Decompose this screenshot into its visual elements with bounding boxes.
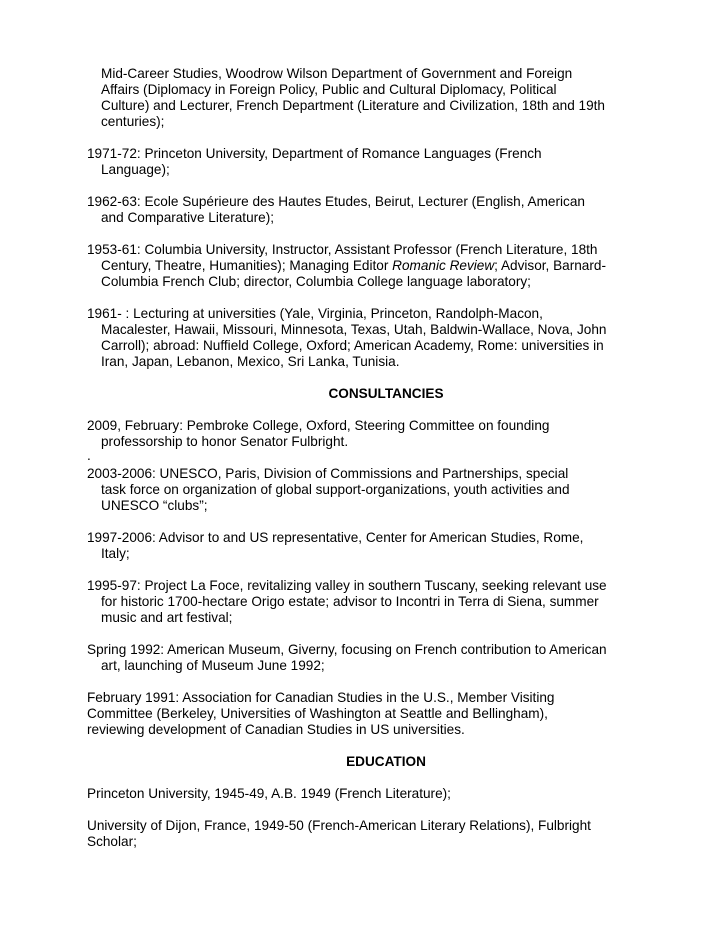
columbia-line-3: Columbia French Club; director, Columbia College language laboratory;	[101, 274, 531, 289]
education-heading: EDUCATION	[346, 754, 426, 769]
giverny-line-2: art, launching of Museum June 1992;	[101, 658, 325, 673]
canadian-studies-line-2: Committee (Berkeley, Universities of Washington at Seattle and Bellingham),	[87, 706, 548, 721]
princeton-romance-line-2: Language);	[101, 162, 170, 177]
canadian-studies-line-1: February 1991: Association for Canadian Studies in the U.S., Member Visiting	[87, 690, 555, 705]
rome-center-line-1: 1997-2006: Advisor to and US representative, Center for American Studies, Rome,	[87, 530, 584, 545]
unesco-line-3: UNESCO “clubs”;	[101, 498, 208, 513]
canadian-studies-line-3: reviewing development of Canadian Studies in US universities.	[87, 722, 465, 737]
unesco-line-1: 2003-2006: UNESCO, Paris, Division of Commissions and Partnerships, special	[87, 466, 569, 481]
pembroke-line-2: professorship to honor Senator Fulbright.	[101, 434, 349, 449]
dijon-line-1: University of Dijon, France, 1949-50 (French-American Literary Relations), Fulbright	[87, 818, 591, 833]
lecturing-line-4: Iran, Japan, Lebanon, Mexico, Sri Lanka, Tunisia.	[101, 354, 400, 369]
columbia-line-1: 1953-61: Columbia University, Instructor, Assistant Professor (French Literature, 18th	[87, 242, 598, 257]
consultancies-heading: CONSULTANCIES	[328, 386, 444, 401]
lecturing-line-2: Macalester, Hawaii, Missouri, Minnesota, Texas, Utah, Baldwin-Wallace, Nova, John	[101, 322, 607, 337]
pembroke-line-1: 2009, February: Pembroke College, Oxford, Steering Committee on founding	[87, 418, 550, 433]
la-foce-line-3: music and art festival;	[101, 610, 233, 625]
columbia-line-2-b: ; Advisor, Barnard-	[494, 258, 606, 273]
giverny-line-1: Spring 1992: American Museum, Giverny, focusing on French contribution to American	[87, 642, 607, 657]
rome-center-line-2: Italy;	[101, 546, 130, 561]
columbia-line-2-a: Century, Theatre, Humanities); Managing Editor	[101, 258, 393, 273]
columbia-line-2	[101, 258, 606, 274]
beirut-line-2: and Comparative Literature);	[101, 210, 275, 225]
la-foce-line-2: for historic 1700-hectare Origo estate; advisor to Incontri in Terra di Siena, summer	[101, 594, 599, 609]
la-foce-line-1: 1995-97: Project La Foce, revitalizing valley in southern Tuscany, seeking relevant use	[87, 578, 607, 593]
romanic-review-title: Romanic Review	[392, 258, 495, 273]
dijon-line-2: Scholar;	[87, 834, 137, 849]
lecturing-line-1: 1961- : Lecturing at universities (Yale, Virginia, Princeton, Randolph-Macon,	[87, 306, 543, 321]
princeton-romance-line-1: 1971-72: Princeton University, Department of Romance Languages (French	[87, 146, 542, 161]
stray-period: .	[87, 448, 91, 463]
lecturing-line-3: Carroll); abroad: Nuffield College, Oxford; American Academy, Rome: universities in	[101, 338, 604, 353]
unesco-line-2: task force on organization of global support-organizations, youth activities and	[101, 482, 570, 497]
mid-career-line-2: Affairs (Diplomacy in Foreign Policy, Public and Cultural Diplomacy, Political	[101, 82, 557, 97]
mid-career-line-1: Mid-Career Studies, Woodrow Wilson Department of Government and Foreign	[101, 66, 573, 81]
beirut-line-1: 1962-63: Ecole Supérieure des Hautes Etudes, Beirut, Lecturer (English, American	[87, 194, 585, 209]
mid-career-line-3: Culture) and Lecturer, French Department (Literature and Civilization, 18th and 19th	[101, 98, 605, 113]
mid-career-line-4: centuries);	[101, 114, 165, 129]
princeton-ab-line: Princeton University, 1945-49, A.B. 1949 (French Literature);	[87, 786, 451, 801]
